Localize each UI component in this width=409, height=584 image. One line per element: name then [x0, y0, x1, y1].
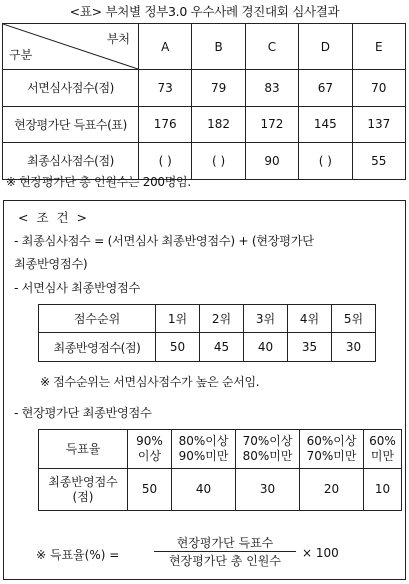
formula-label: ※ 득표율(%) =	[36, 548, 120, 562]
formula-multiplier: × 100	[302, 546, 339, 560]
column-header: 3위	[244, 305, 288, 333]
results-table	[2, 23, 406, 180]
headcount-note: ※ 현장평가단 총 인원수는 200명임.	[6, 175, 191, 189]
table-header-row	[39, 305, 376, 333]
column-header: D	[299, 24, 352, 70]
corner-label-category: 구분	[9, 48, 33, 62]
table-cell: 50	[128, 469, 172, 511]
table-cell: 90	[245, 143, 298, 180]
column-header: A	[139, 24, 192, 70]
table-cell: 40	[172, 469, 236, 511]
column-header: 60% 미만	[364, 430, 402, 469]
table-cell: 50	[156, 333, 200, 362]
table-row	[39, 333, 376, 362]
table-cell: 30	[332, 333, 376, 362]
table-cell: 176	[139, 106, 192, 143]
blank-cell: ( )	[139, 143, 192, 180]
field-score-heading: - 현장평가단 최종반영점수	[14, 406, 152, 420]
written-rank-table	[38, 304, 376, 362]
row-label: 최종반영점수 (점)	[39, 469, 128, 511]
column-header: B	[192, 24, 245, 70]
final-score-definition-cont: 최종반영점수)	[14, 257, 88, 271]
corner-label-ministry: 부처	[106, 32, 130, 46]
table-cell: 20	[300, 469, 364, 511]
formula-denominator: 현장평가단 총 인원수	[169, 554, 281, 568]
table-row	[3, 70, 406, 107]
table-header-row	[3, 24, 406, 70]
blank-cell: ( )	[192, 143, 245, 180]
rank-order-note: ※ 점수순위는 서면심사점수가 높은 순서임.	[40, 375, 260, 389]
table-cell: 10	[364, 469, 402, 511]
column-header: 1위	[156, 305, 200, 333]
vote-rate-table	[38, 429, 402, 511]
column-header: 80%이상 90%미만	[172, 430, 236, 469]
table-cell: 73	[139, 70, 192, 107]
table-cell: 55	[352, 143, 405, 180]
column-header: E	[352, 24, 405, 70]
document-title: <표> 부처별 정부3.0 우수사례 경진대회 심사결과	[69, 4, 340, 19]
row-label: 서면심사점수(점)	[3, 70, 139, 107]
column-header: 60%이상 70%미만	[300, 430, 364, 469]
row-label: 최종심사점수(점)	[3, 143, 139, 180]
row-label: 최종반영점수(점)	[39, 333, 156, 362]
vote-rate-formula	[32, 534, 392, 574]
table-cell: 45	[200, 333, 244, 362]
table-cell: 35	[288, 333, 332, 362]
table-cell: 40	[244, 333, 288, 362]
table-cell: 182	[192, 106, 245, 143]
formula-fraction	[154, 534, 296, 570]
row-label: 점수순위	[39, 305, 156, 333]
table-header-row	[39, 430, 402, 469]
table-cell: 83	[245, 70, 298, 107]
table-row	[39, 469, 402, 511]
column-header: C	[245, 24, 298, 70]
table-cell: 70	[352, 70, 405, 107]
column-header: 70%이상 80%미만	[236, 430, 300, 469]
table-row	[3, 106, 406, 143]
blank-cell: ( )	[299, 143, 352, 180]
column-header: 90% 이상	[128, 430, 172, 469]
table-cell: 137	[352, 106, 405, 143]
conditions-box	[3, 200, 406, 580]
table-cell: 30	[236, 469, 300, 511]
column-header: 2위	[200, 305, 244, 333]
row-label: 득표율	[39, 430, 128, 469]
column-header: 5위	[332, 305, 376, 333]
row-label: 현장평가단 득표수(표)	[3, 106, 139, 143]
table-cell: 67	[299, 70, 352, 107]
written-score-heading: - 서면심사 최종반영점수	[14, 281, 140, 295]
final-score-definition: - 최종심사점수 = (서면심사 최종반영점수) + (현장평가단	[14, 234, 314, 248]
table-cell: 172	[245, 106, 298, 143]
corner-header-cell	[3, 24, 139, 70]
formula-numerator: 현장평가단 득표수	[154, 534, 296, 552]
table-cell: 145	[299, 106, 352, 143]
column-header: 4위	[288, 305, 332, 333]
table-cell: 79	[192, 70, 245, 107]
conditions-title: < 조 건 >	[18, 210, 90, 225]
